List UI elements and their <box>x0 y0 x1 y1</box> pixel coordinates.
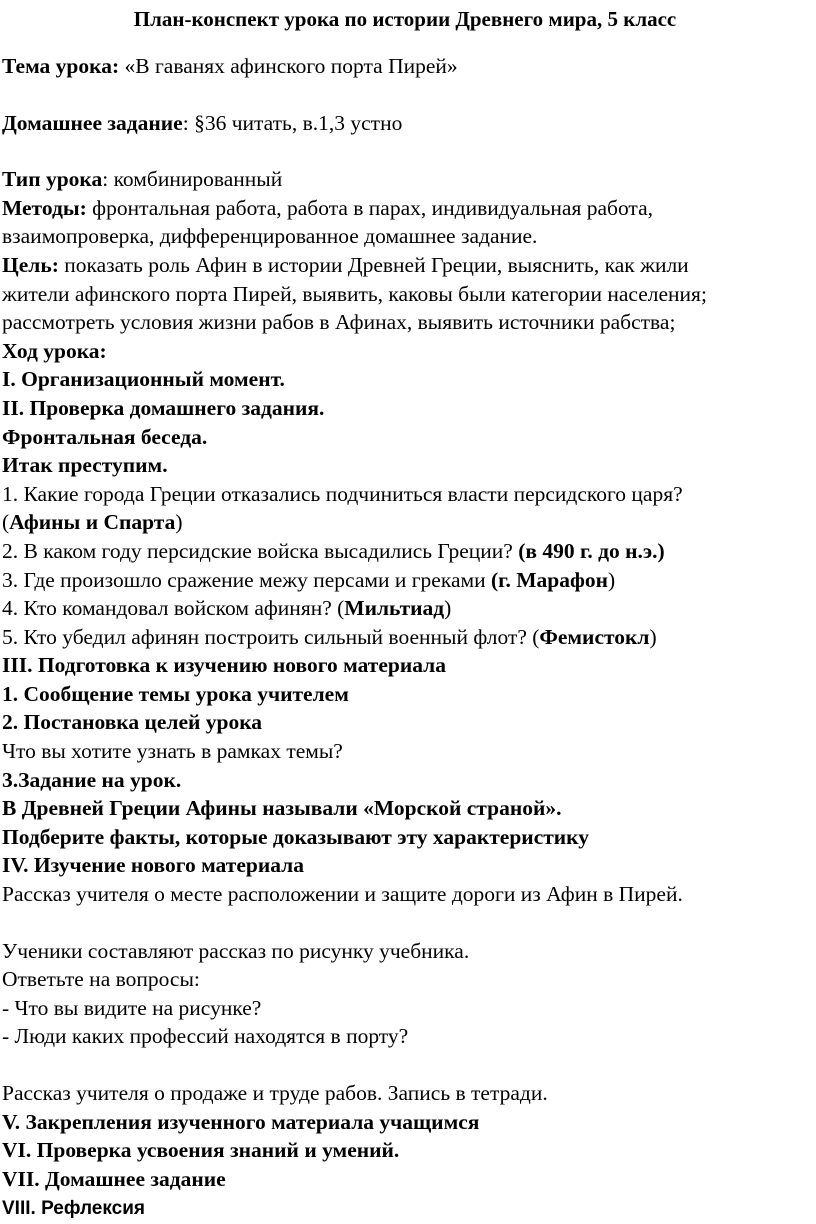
frontal-heading: Фронтальная беседа. <box>2 424 208 449</box>
section-3-2-question: Что вы хотите узнать в рамках темы? <box>2 739 343 764</box>
course-heading: Ход урока: <box>2 338 107 363</box>
question-4: 4. Кто командовал войском афинян? (Мильтиад) <box>2 596 452 621</box>
homework-line <box>2 109 808 138</box>
task-statement: В Древней Греции Афины называли «Морской страной». <box>2 796 562 821</box>
section-4-paragraph-2: Ученики составляют рассказ по рисунку учебника. <box>2 938 470 963</box>
question-2-text: 2. В каком году персидские войска высадились Греции? <box>2 538 519 563</box>
section-4-paragraph-1: Рассказ учителя о месте расположении и защите дороги из Афин в Пирей. <box>2 882 683 907</box>
homework-text: : §36 читать, в.1,3 устно <box>182 110 403 135</box>
section-8-heading: VIII. Рефлексия <box>2 1198 145 1220</box>
section-4-paragraph-3: Ответьте на вопросы: <box>2 967 200 992</box>
question-4-text: 4. Кто командовал войском афинян? ( <box>2 596 345 621</box>
section-4-question-a: - Что вы видите на рисунке? <box>2 995 262 1020</box>
section-2-heading: II. Проверка домашнего задания. <box>2 395 325 420</box>
lesson-type-text: : комбинированный <box>102 167 283 192</box>
section-3-1-heading: 1. Сообщение темы урока учителем <box>2 681 349 706</box>
section-6-heading: VI. Проверка усвоения знаний и умений. <box>2 1138 400 1163</box>
lesson-type-label: Тип урока <box>2 167 103 192</box>
goal-text-1: показать роль Афин в истории Древней Греции, выяснить, как жили <box>58 252 689 277</box>
task-instruction: Подберите факты, которые доказывают эту характеристику <box>2 824 590 849</box>
question-5: 5. Кто убедил афинян построить сильный военный флот? (Фемистокл) <box>2 624 657 649</box>
section-4-question-b: - Люди каких профессий находятся в порту? <box>2 1024 409 1049</box>
lesson-type <box>2 165 808 194</box>
answer-2-text: (в 490 г. до н.э.) <box>518 538 665 563</box>
answer-3-text: (г. Марафон <box>491 567 609 592</box>
goal-line-3: рассмотреть условия жизни рабов в Афинах, выявить источники рабства; <box>2 310 676 335</box>
section-3-heading: III. Подготовка к изучению нового материала <box>2 653 446 678</box>
section-5-heading: V. Закрепления изученного материала учащимся <box>2 1109 480 1134</box>
section-3-3-heading: 3.Задание на урок. <box>2 767 182 792</box>
answer-1: (Афины и Спарта) <box>2 510 183 535</box>
question-5-text: 5. Кто убедил афинян построить сильный военный флот? ( <box>2 624 540 649</box>
methods-label: Методы: <box>2 195 87 220</box>
goal-line-1 <box>2 251 808 280</box>
document-title: План-конспект урока по истории Древнего мира, 5 класс <box>133 7 677 31</box>
answer-5-text: Фемистокл <box>539 624 650 649</box>
answer-1-text: Афины и Спарта <box>9 510 176 535</box>
homework-label: Домашнее задание <box>2 110 183 135</box>
question-2 <box>2 537 808 566</box>
lesson-topic <box>2 52 808 81</box>
answer-4-text: Мильтиад <box>344 596 445 621</box>
question-1: 1. Какие города Греции отказались подчиниться власти персидского царя? <box>2 481 683 506</box>
section-3-2-heading: 2. Постановка целей урока <box>2 710 263 735</box>
goal-line-2: жители афинского порта Пирей, выявить, каковы были категории населения; <box>2 281 707 306</box>
methods-text-1: фронтальная работа, работа в парах, индивидуальная работа, <box>86 195 654 220</box>
lesson-topic-text: «В гаванях афинского порта Пирей» <box>119 54 458 78</box>
section-7-heading: VII. Домашнее задание <box>2 1166 226 1191</box>
methods-line-1 <box>2 194 808 223</box>
section-4-paragraph-4: Рассказ учителя о продаже и труде рабов. Запись в тетради. <box>2 1081 548 1105</box>
question-3-text: 3. Где произошло сражение межу персами и греками <box>2 567 491 592</box>
methods-line-2: взаимопроверка, дифференцированное домашнее задание. <box>2 224 538 249</box>
section-4-heading: IV. Изучение нового материала <box>2 853 304 878</box>
section-1-heading: I. Организационный момент. <box>2 367 285 392</box>
goal-label: Цель: <box>2 252 59 277</box>
lesson-topic-label: Тема урока: <box>2 54 120 78</box>
question-3: 3. Где произошло сражение межу персами и греками (г. Марафон) <box>2 567 616 592</box>
begin-heading: Итак преступим. <box>2 453 168 478</box>
